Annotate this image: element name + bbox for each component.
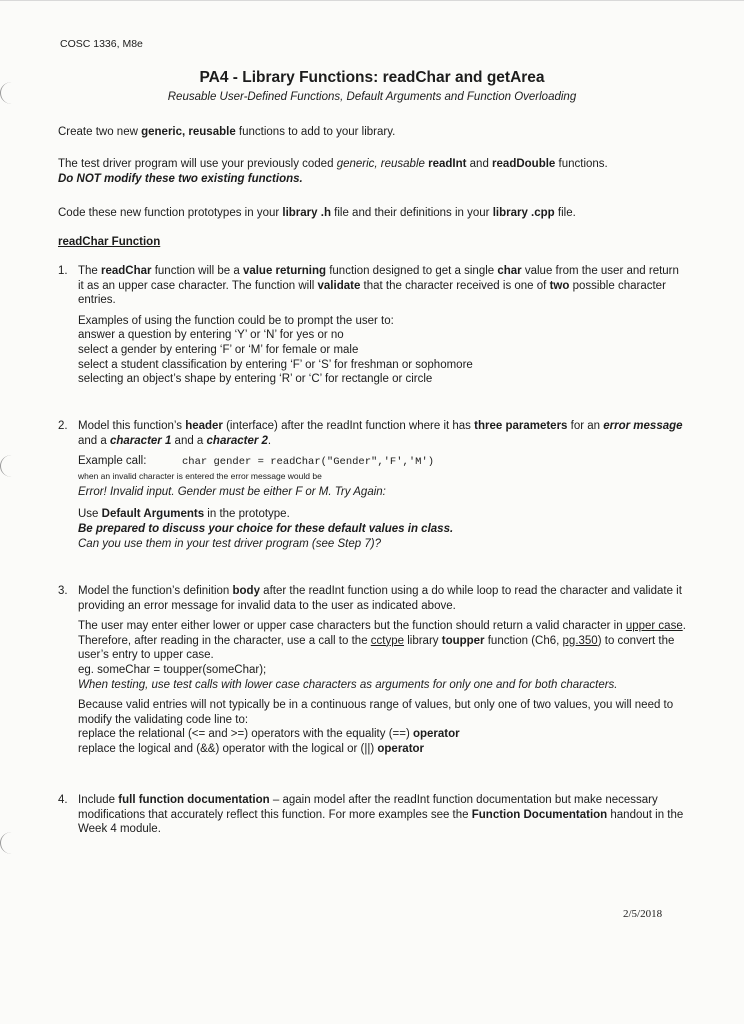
punch-hole-bottom	[0, 832, 23, 854]
error-message-example: Error! Invalid input. Gender must be either F or M. Try Again:	[78, 485, 386, 498]
scan-edge	[0, 0, 744, 1]
intro-paragraph-2: The test driver program will use your previously coded generic, reusable readInt and readDouble functions. Do NOT modify these two existing functions.	[58, 158, 608, 185]
default-arguments-note: Use Default Arguments in the prototype.	[78, 508, 290, 521]
list-item-1	[58, 264, 686, 387]
item-3-uppercase-note: The user may enter either lower or upper case characters but the function should return a valid character in upper case. Therefore, after reading in the character, use a call to the cctype library toupper function (Ch6, pg.350) to convert the user’s entry to upper case.	[78, 620, 686, 662]
testing-note: When testing, use test calls with lower case characters as arguments for only one and for both characters.	[78, 678, 618, 691]
list-item-4	[58, 793, 686, 837]
page-subtitle: Reusable User-Defined Functions, Default Arguments and Function Overloading	[167, 91, 577, 103]
prepared-note: Be prepared to discuss your choice for these default values in class.	[78, 522, 454, 535]
section-heading: readChar Function	[58, 236, 161, 248]
intro-paragraph-3: Code these new function prototypes in your library .h file and their definitions in your library .cpp file.	[58, 207, 576, 219]
item-number: 1.	[58, 265, 68, 277]
course-code: COSC 1336, M8e	[60, 38, 143, 50]
replace-relational: replace the relational (<= and >=) operators with the equality (==) operator	[78, 728, 460, 741]
intro-paragraph-1: Create two new generic, reusable functions to add to your library.	[58, 126, 396, 138]
item-2-description: Model this function’s header (interface) after the readInt function where it has three parameters for an error message and a character 1 and a character 2.	[78, 420, 683, 447]
example-code: char gender = readChar("Gender",'F','M')	[182, 456, 435, 469]
toupper-example: eg. someChar = toupper(someChar);	[78, 663, 267, 676]
item-4-description: Include full function documentation – again model after the readInt function documentation but make necessary modifications that accurately reflect this function. For more examples see the Function Documentation handout in the Week 4 module.	[78, 794, 684, 836]
example-line: select a gender by entering ‘F’ or ‘M’ for female or male	[78, 343, 359, 356]
item-number: 2.	[58, 420, 68, 432]
list-item-3	[58, 584, 686, 757]
list-item-2	[58, 419, 686, 551]
example-line: answer a question by entering ‘Y’ or ‘N’ for yes or no	[78, 329, 344, 342]
item-3-description: Model the function’s definition body after the readInt function using a do while loop to read the character and validate it providing an error message for invalid data to the user as indicated above.	[78, 585, 682, 612]
example-line: select a student classification by entering ‘F’ or ‘S’ for freshman or sophomore	[78, 358, 473, 371]
test-driver-question: Can you use them in your test driver program (see Step 7)?	[78, 537, 381, 550]
page-title: PA4 - Library Functions: readChar and getArea	[199, 69, 545, 86]
item-number: 4.	[58, 794, 68, 806]
invalid-note: when an invalid character is entered the error message would be	[78, 470, 322, 481]
example-call: Example call: char gender = readChar("Gender",'F','M')	[78, 455, 435, 469]
item-number: 3.	[58, 585, 68, 597]
footer-date: 2/5/2018	[623, 908, 663, 920]
example-line: selecting an object’s shape by entering ‘R’ or ‘C’ for rectangle or circle	[78, 373, 433, 386]
punch-hole-middle	[0, 455, 23, 477]
examples-intro: Examples of using the function could be to prompt the user to:	[78, 314, 394, 327]
do-not-modify-warning: Do NOT modify these two existing functions.	[58, 172, 303, 185]
replace-logical: replace the logical and (&&) operator with the logical or (||) operator	[78, 742, 425, 755]
item-1-description: The readChar function will be a value returning function designed to get a single char value from the user and return it as an upper case character. The function will validate that the character received is one of two possible character entries.	[78, 265, 679, 307]
validation-note: Because valid entries will not typically be in a continuous range of values, but only one of two values, you will need to modify the validating code line to:	[78, 699, 674, 726]
